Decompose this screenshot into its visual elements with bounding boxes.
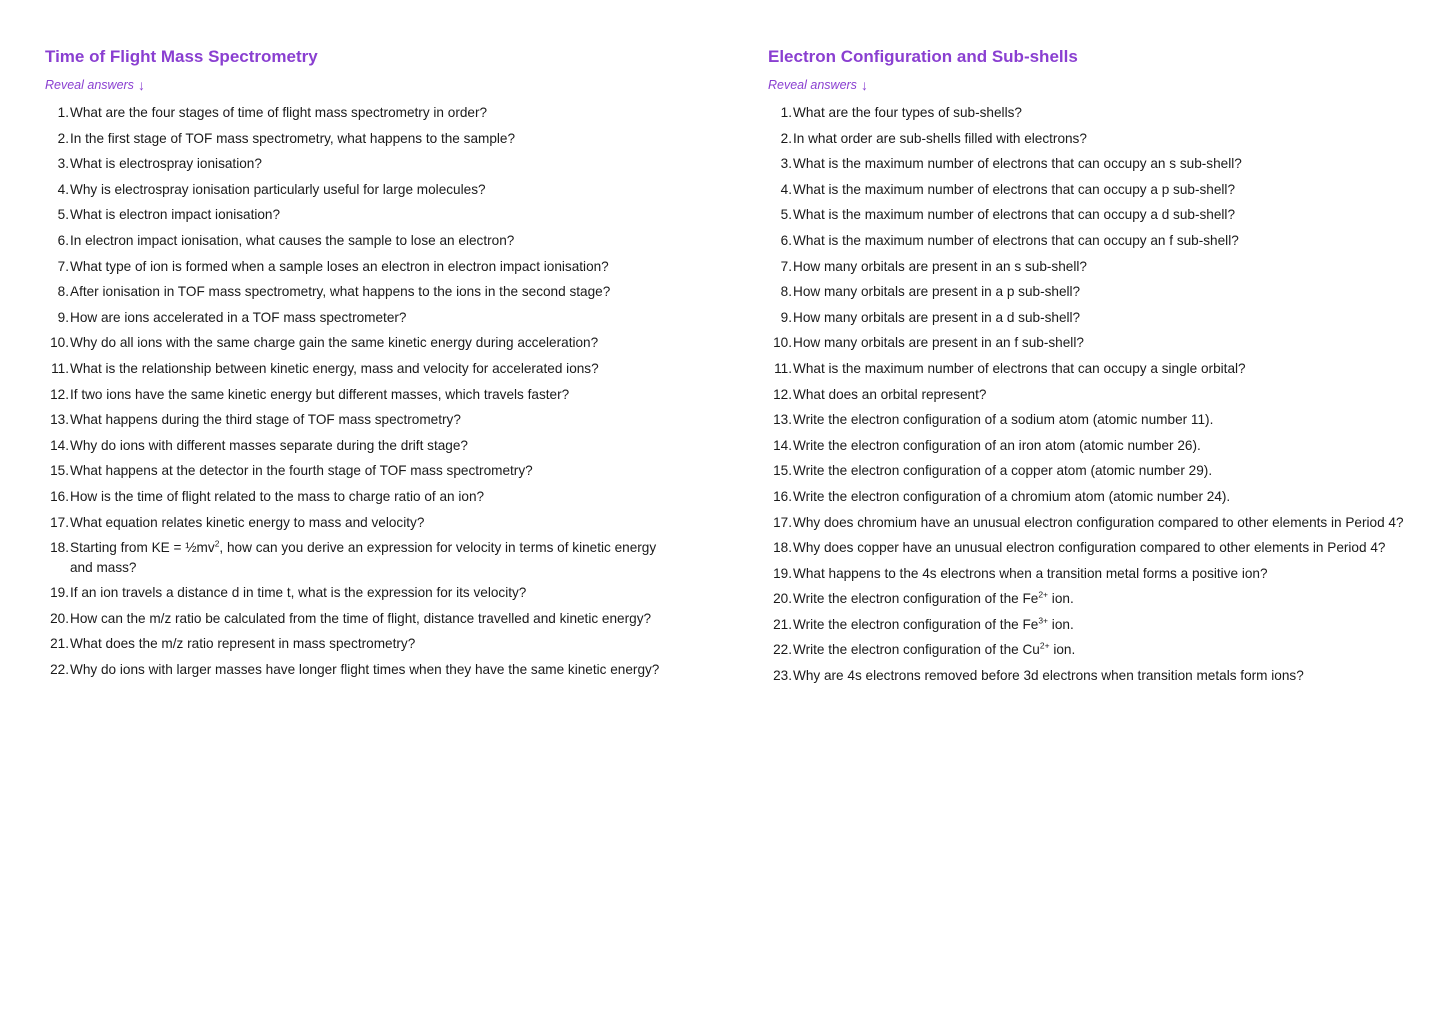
- question-item: [45, 385, 675, 405]
- question-number: 6.: [57, 232, 69, 248]
- question-text: [793, 640, 1418, 660]
- question-item: [768, 487, 1418, 507]
- question-text: How many orbitals are present in an s sub-shell?: [793, 258, 1087, 274]
- question-item: [45, 487, 675, 507]
- question-number: 20.: [773, 591, 792, 607]
- question-number: 6.: [780, 232, 792, 248]
- question-number: 21.: [50, 636, 69, 652]
- question-text: [793, 589, 1418, 609]
- question-text: How is the time of flight related to the mass to charge ratio of an ion?: [70, 488, 485, 504]
- question-list-tof: [45, 103, 721, 679]
- question-text: What is the maximum number of electrons that can occupy a p sub-shell?: [793, 181, 1236, 197]
- question-text: Write the electron configuration of a copper atom (atomic number 29).: [793, 463, 1213, 479]
- question-item: [45, 231, 675, 251]
- question-text-part: ion.: [1048, 616, 1074, 632]
- question-item: [45, 634, 675, 654]
- question-item: [768, 615, 1418, 635]
- question-number: 4.: [780, 181, 792, 197]
- question-number: 1.: [780, 105, 792, 120]
- question-item: [45, 410, 675, 430]
- question-item: [768, 205, 1418, 225]
- question-item: [768, 103, 1418, 123]
- reveal-answers-label: Reveal answers: [768, 78, 857, 92]
- question-text: What is the maximum number of electrons that can occupy an s sub-shell?: [793, 156, 1242, 172]
- question-text: Why do all ions with the same charge gain the same kinetic energy during acceleration?: [70, 335, 599, 351]
- question-number: 8.: [780, 284, 792, 300]
- question-text-part: Write the electron configuration of the Cu: [793, 642, 1040, 658]
- question-number: 13.: [773, 412, 792, 428]
- question-item: [768, 666, 1418, 686]
- question-text: Write the electron configuration of an iron atom (atomic number 26).: [793, 437, 1201, 453]
- question-number: 17.: [773, 514, 792, 530]
- question-item: [45, 538, 675, 577]
- question-text: How can the m/z ratio be calculated from the time of flight, distance travelled and kinetic energy?: [70, 610, 652, 626]
- question-text: What is electron impact ionisation?: [70, 207, 281, 223]
- question-item: [768, 385, 1418, 405]
- question-number: 12.: [773, 386, 792, 402]
- question-list-electron-config: [768, 103, 1445, 686]
- question-text: In electron impact ionisation, what causes the sample to lose an electron?: [70, 232, 515, 248]
- question-number: 11.: [51, 360, 69, 376]
- question-item: [768, 410, 1418, 430]
- question-item: [45, 129, 675, 149]
- superscript: 3+: [1038, 615, 1049, 626]
- question-text: After ionisation in TOF mass spectrometry, what happens to the ions in the second stage?: [70, 284, 611, 300]
- reveal-answers-link-electron-config[interactable]: [768, 77, 868, 93]
- question-number: 9.: [780, 309, 792, 325]
- question-item: [45, 660, 675, 680]
- question-item: [768, 640, 1418, 660]
- section-title-electron-config: Electron Configuration and Sub-shells: [768, 47, 1078, 66]
- question-item: [45, 583, 675, 603]
- question-number: 19.: [50, 585, 69, 601]
- reveal-answers-link-tof[interactable]: [45, 77, 145, 93]
- question-text: Why is electrospray ionisation particularly useful for large molecules?: [70, 181, 486, 197]
- question-text: What happens at the detector in the fourth stage of TOF mass spectrometry?: [70, 463, 533, 479]
- question-item: [768, 308, 1418, 328]
- question-number: 5.: [57, 207, 69, 223]
- reveal-answers-label: Reveal answers: [45, 78, 134, 92]
- question-number: 12.: [50, 386, 69, 402]
- question-item: [45, 282, 675, 302]
- question-text: How many orbitals are present in a p sub-shell?: [793, 284, 1081, 300]
- question-text: Why does copper have an unusual electron configuration compared to other elements in Period 4?: [793, 540, 1386, 556]
- question-item: [768, 564, 1418, 584]
- superscript: 2: [214, 538, 220, 549]
- question-number: 18.: [50, 540, 69, 556]
- question-text: [793, 615, 1418, 635]
- question-item: [768, 359, 1418, 379]
- question-item: [768, 282, 1418, 302]
- question-item: [768, 231, 1418, 251]
- question-number: 14.: [773, 437, 792, 453]
- question-number: 23.: [773, 668, 792, 684]
- question-number: 16.: [773, 488, 792, 504]
- question-item: [45, 513, 675, 533]
- arrow-down-icon: ↓: [860, 77, 868, 93]
- question-text: [70, 538, 675, 577]
- question-number: 17.: [50, 514, 69, 530]
- question-text-part: Write the electron configuration of the Fe: [793, 591, 1039, 607]
- question-number: 11.: [774, 360, 792, 376]
- question-number: 2.: [57, 130, 69, 146]
- question-text-part: Write the electron configuration of the Fe: [793, 616, 1039, 632]
- question-text: If an ion travels a distance d in time t, what is the expression for its velocity?: [70, 585, 527, 601]
- question-item: [768, 333, 1418, 353]
- question-text: What is electrospray ionisation?: [70, 156, 262, 172]
- question-item: [768, 436, 1418, 456]
- question-text: In what order are sub-shells filled with electrons?: [793, 130, 1087, 146]
- question-number: 14.: [50, 437, 69, 453]
- question-number: 7.: [780, 258, 792, 274]
- question-text: Write the electron configuration of a chromium atom (atomic number 24).: [793, 488, 1231, 504]
- question-number: 10.: [773, 335, 792, 351]
- question-text-part: Starting from KE = ½mv: [70, 540, 215, 556]
- question-text: Why do ions with larger masses have longer flight times when they have the same kinetic energy?: [70, 661, 660, 677]
- question-number: 8.: [57, 284, 69, 300]
- question-number: 3.: [780, 156, 792, 172]
- question-text: What are the four types of sub-shells?: [793, 105, 1022, 120]
- question-number: 1.: [57, 105, 69, 120]
- question-number: 15.: [773, 463, 792, 479]
- question-item: [768, 257, 1418, 277]
- question-text: What is the maximum number of electrons that can occupy a d sub-shell?: [793, 207, 1236, 223]
- question-number: 15.: [50, 463, 69, 479]
- question-text: Why does chromium have an unusual electron configuration compared to other elements in Period 4?: [793, 514, 1404, 530]
- question-item: [768, 154, 1418, 174]
- question-number: 10.: [50, 335, 69, 351]
- question-item: [768, 538, 1418, 558]
- left-page: [0, 0, 721, 1020]
- question-text: What happens to the 4s electrons when a transition metal forms a positive ion?: [793, 565, 1268, 581]
- section-title-tof: Time of Flight Mass Spectrometry: [45, 47, 318, 66]
- question-text: What does an orbital represent?: [793, 386, 987, 402]
- question-item: [45, 461, 675, 481]
- question-item: [768, 513, 1418, 533]
- question-number: 2.: [780, 130, 792, 146]
- question-text: Why are 4s electrons removed before 3d electrons when transition metals form ions?: [793, 668, 1304, 684]
- question-item: [45, 205, 675, 225]
- question-text: What is the maximum number of electrons that can occupy an f sub-shell?: [793, 232, 1239, 248]
- question-number: 4.: [57, 181, 69, 197]
- question-item: [45, 333, 675, 353]
- question-item: [45, 257, 675, 277]
- question-item: [768, 461, 1418, 481]
- question-text: What is the relationship between kinetic energy, mass and velocity for accelerated ions?: [70, 360, 599, 376]
- question-number: 3.: [57, 156, 69, 172]
- question-item: [768, 129, 1418, 149]
- question-number: 18.: [773, 540, 792, 556]
- question-item: [45, 609, 675, 629]
- question-text: Why do ions with different masses separate during the drift stage?: [70, 437, 468, 453]
- superscript: 2+: [1038, 589, 1049, 600]
- question-number: 9.: [57, 309, 69, 325]
- question-number: 13.: [50, 412, 69, 428]
- question-number: 5.: [780, 207, 792, 223]
- right-page: [721, 0, 1445, 1020]
- question-number: 7.: [57, 258, 69, 274]
- question-text: In the first stage of TOF mass spectrometry, what happens to the sample?: [70, 130, 516, 146]
- question-item: [45, 308, 675, 328]
- question-text: What are the four stages of time of flight mass spectrometry in order?: [70, 105, 488, 120]
- question-text: What is the maximum number of electrons that can occupy a single orbital?: [793, 360, 1246, 376]
- question-text: Write the electron configuration of a sodium atom (atomic number 11).: [793, 412, 1214, 428]
- question-text: What equation relates kinetic energy to mass and velocity?: [70, 514, 425, 530]
- question-number: 22.: [773, 642, 792, 658]
- question-text: How many orbitals are present in a d sub-shell?: [793, 309, 1081, 325]
- question-text: What happens during the third stage of TOF mass spectrometry?: [70, 412, 461, 428]
- question-number: 19.: [773, 565, 792, 581]
- question-item: [45, 103, 675, 123]
- question-item: [45, 436, 675, 456]
- question-number: 21.: [773, 616, 792, 632]
- question-text: What type of ion is formed when a sample loses an electron in electron impact ionisation?: [70, 258, 609, 274]
- question-text: How many orbitals are present in an f sub-shell?: [793, 335, 1084, 351]
- question-number: 16.: [50, 488, 69, 504]
- question-item: [45, 154, 675, 174]
- question-item: [45, 180, 675, 200]
- question-item: [768, 589, 1418, 609]
- question-text: What does the m/z ratio represent in mass spectrometry?: [70, 636, 416, 652]
- question-number: 22.: [50, 661, 69, 677]
- question-text-part: ion.: [1048, 591, 1074, 607]
- question-text: How are ions accelerated in a TOF mass spectrometer?: [70, 309, 407, 325]
- arrow-down-icon: ↓: [137, 77, 145, 93]
- question-text-part: ion.: [1049, 642, 1076, 658]
- superscript: 2+: [1039, 640, 1050, 651]
- question-number: 20.: [50, 610, 69, 626]
- question-item: [768, 180, 1418, 200]
- question-item: [45, 359, 675, 379]
- question-text-part: , how can you derive an expression for velocity in terms of kinetic energy and mass?: [70, 540, 657, 575]
- question-text: If two ions have the same kinetic energy but different masses, which travels faster?: [70, 386, 570, 402]
